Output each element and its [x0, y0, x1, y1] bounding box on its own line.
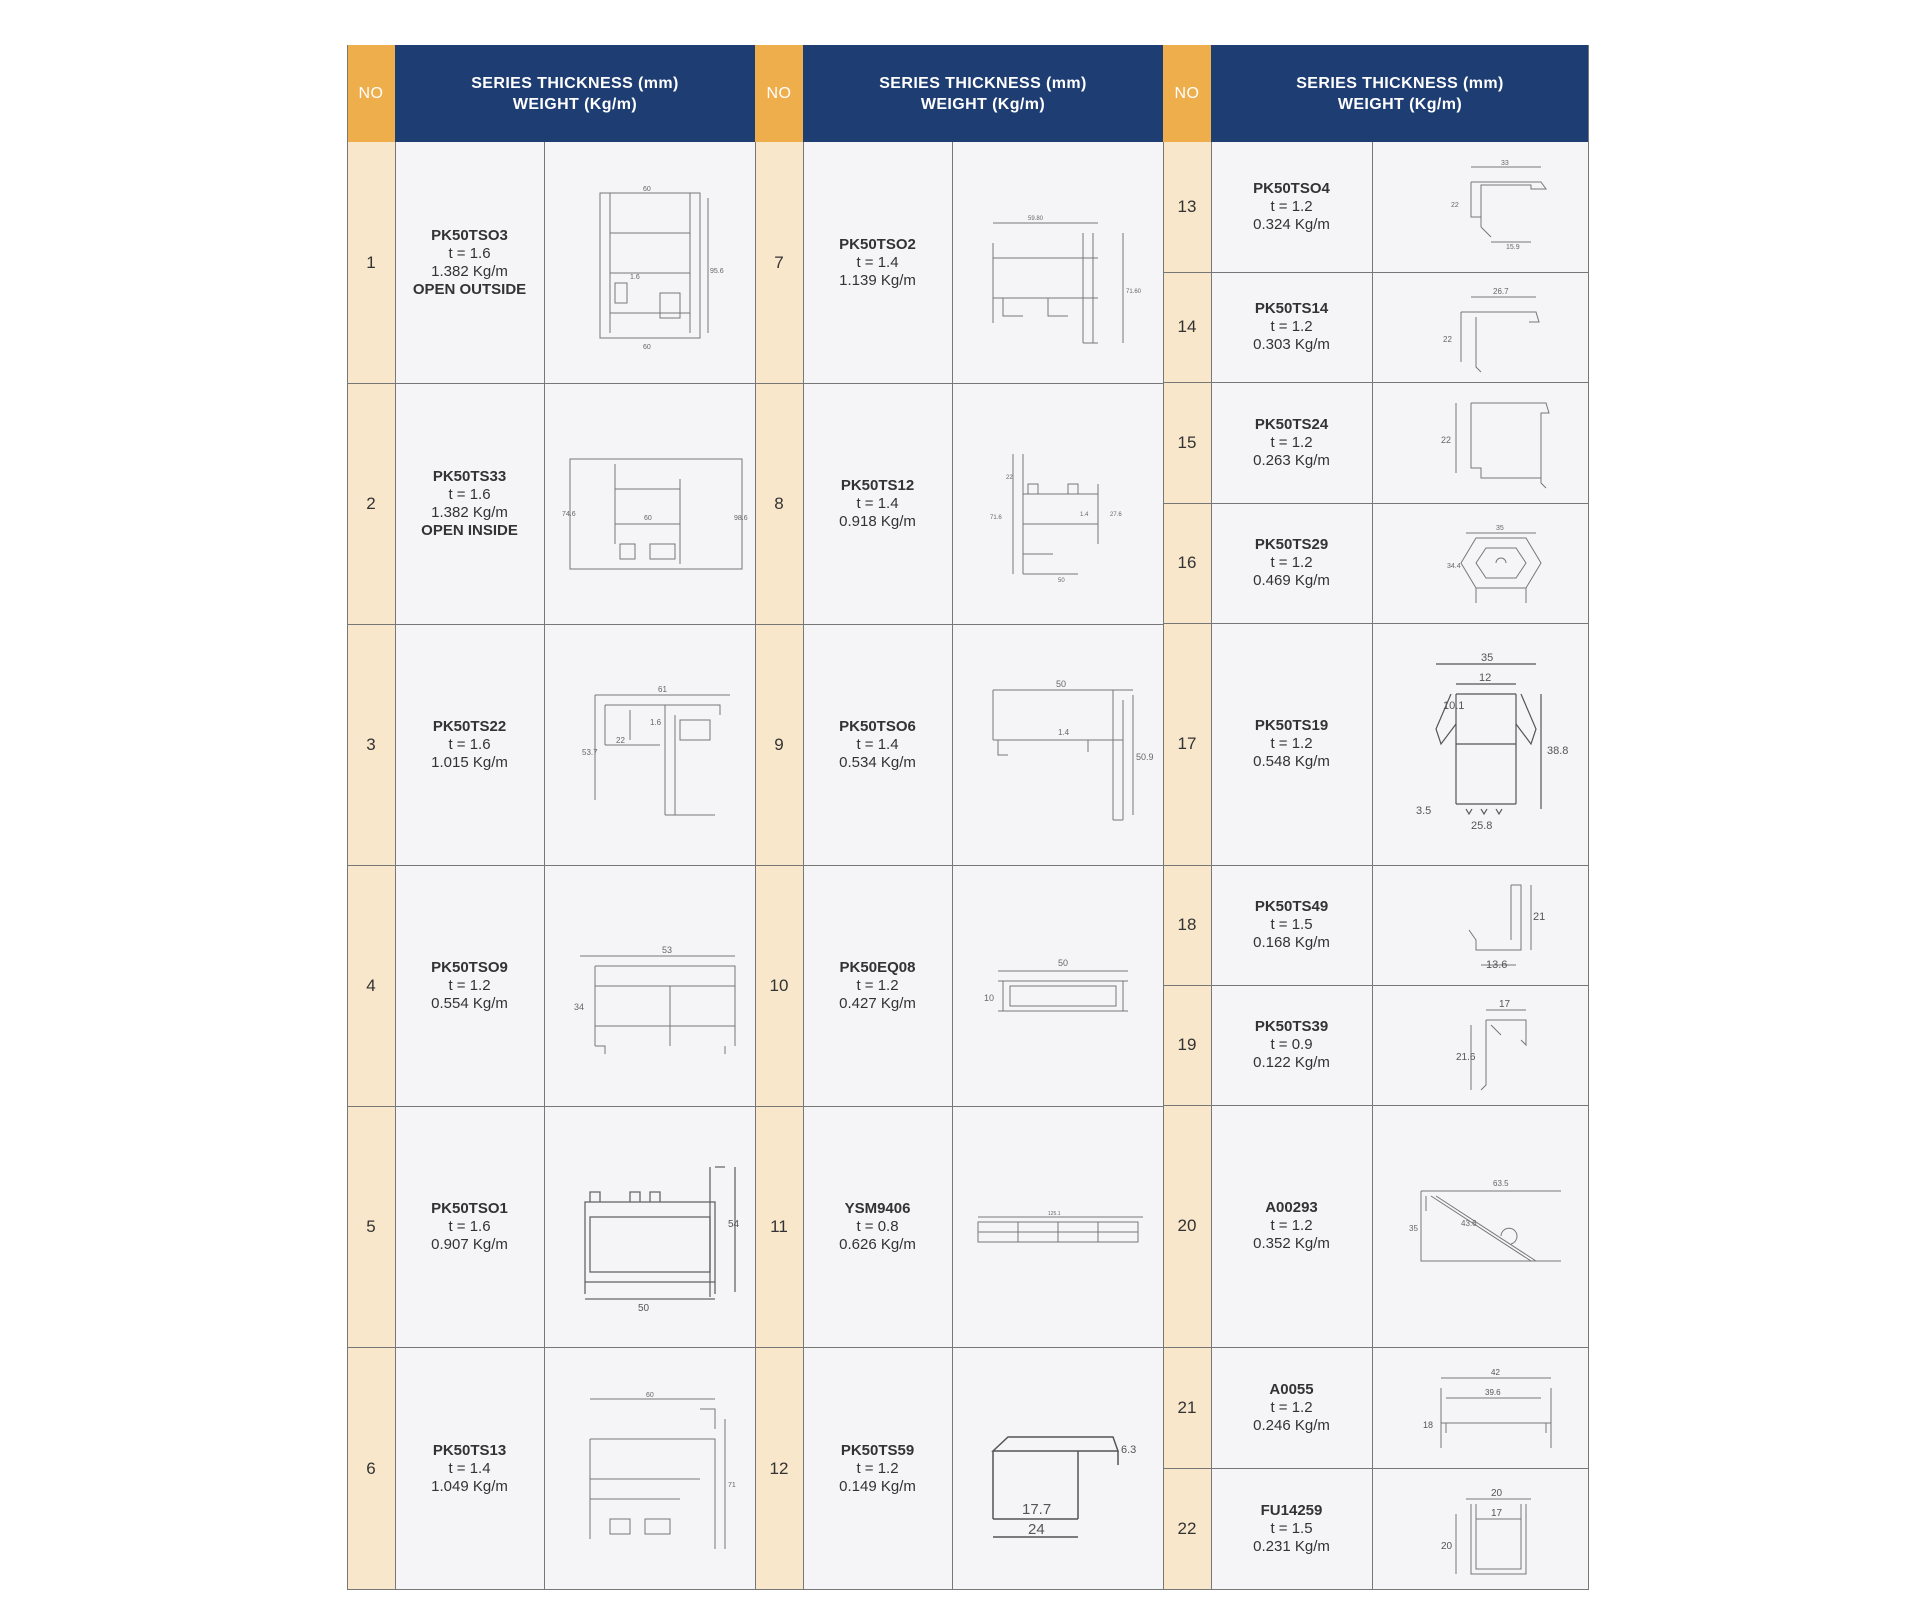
dim-label: 125.1	[1048, 1210, 1061, 1217]
series-code: YSM9406	[844, 1199, 911, 1217]
row-number: 7	[774, 252, 784, 272]
dim-label: 25.8	[1470, 820, 1492, 832]
header-title-line1: SERIES THICKNESS (mm)	[1296, 74, 1504, 92]
row-number: 14	[1177, 317, 1197, 336]
profile-frame-drawing	[545, 383, 755, 624]
row-number: 1	[366, 252, 376, 272]
thickness: t = 1.6	[448, 244, 491, 262]
dim-label: 13.6	[1485, 959, 1507, 971]
row-info	[395, 865, 544, 1106]
dim-label: 20	[1440, 1541, 1452, 1552]
column-body	[347, 142, 755, 1590]
dim-label: 17	[1498, 999, 1510, 1010]
row-info	[1211, 142, 1372, 272]
series-code: FU14259	[1260, 1502, 1323, 1519]
row-info	[1211, 1105, 1372, 1347]
dim-label: 35	[1480, 652, 1493, 664]
dim-label: 20	[1490, 1488, 1502, 1499]
row-number: 3	[366, 734, 376, 754]
dim-label: 59.80	[1028, 215, 1044, 222]
dim-label: 3.5	[1415, 805, 1431, 817]
row-number: 5	[366, 1216, 376, 1236]
table-row	[1163, 985, 1589, 1106]
header-title	[395, 45, 755, 142]
table-row	[755, 383, 1163, 625]
profile-sash-drawing	[545, 624, 755, 865]
header-title-line2: WEIGHT (Kg/m)	[1337, 95, 1463, 113]
dim-label: 71.60	[1126, 288, 1142, 295]
table-row	[755, 865, 1163, 1107]
profile-connector-drawing	[1372, 623, 1589, 865]
row-info	[803, 624, 952, 865]
weight: 0.122 Kg/m	[1253, 1054, 1330, 1071]
row-number: 22	[1177, 1519, 1197, 1538]
series-code: PK50TS49	[1254, 898, 1329, 915]
table-row	[347, 1106, 755, 1348]
row-info	[1211, 623, 1372, 865]
profile-sash-drawing	[953, 624, 1163, 865]
weight: 0.548 Kg/m	[1253, 753, 1330, 770]
row-info	[1211, 503, 1372, 623]
thickness: t = 1.4	[448, 1459, 491, 1477]
row-info	[803, 865, 952, 1106]
table-row	[347, 1347, 755, 1590]
dim-label: 33	[1500, 160, 1509, 167]
profile-channel-drawing	[1372, 1468, 1589, 1590]
weight: 0.324 Kg/m	[1253, 216, 1330, 233]
dim-label: 50	[638, 1302, 650, 1314]
header-title-line1: SERIES THICKNESS (mm)	[879, 74, 1087, 92]
table-row	[755, 1106, 1163, 1348]
weight: 0.168 Kg/m	[1253, 934, 1330, 951]
weight: 0.427 Kg/m	[839, 994, 916, 1012]
series-code: A0055	[1269, 1380, 1314, 1398]
dim-label: 18	[1422, 1419, 1433, 1430]
dim-label: 60	[643, 343, 651, 351]
thickness: t = 1.2	[856, 976, 899, 994]
thickness: t = 1.6	[448, 1217, 491, 1235]
profile-frame-drawing	[545, 1106, 755, 1347]
dim-label: 50	[1056, 678, 1067, 689]
header-title-line2: WEIGHT (Kg/m)	[920, 95, 1046, 113]
column-header	[347, 45, 755, 142]
thickness: t = 1.4	[856, 253, 899, 271]
dim-label: 22	[1440, 434, 1451, 445]
row-number: 6	[366, 1458, 376, 1478]
dim-label: 35	[1408, 1224, 1418, 1233]
table-row	[347, 383, 755, 625]
series-code: PK50TS59	[840, 1441, 915, 1459]
dim-label: 34	[574, 1001, 585, 1012]
dim-label: 21.6	[1455, 1052, 1475, 1063]
thickness: t = 1.6	[448, 735, 491, 753]
dim-label: 54	[728, 1218, 740, 1230]
weight: 0.918 Kg/m	[839, 512, 916, 530]
weight: 0.554 Kg/m	[431, 994, 508, 1012]
weight: 1.382 Kg/m	[431, 503, 508, 521]
row-number: 15	[1177, 432, 1197, 452]
thickness: t = 1.2	[1270, 1398, 1313, 1416]
table-row	[347, 142, 755, 384]
thickness: t = 1.2	[1270, 433, 1313, 451]
series-code: PK50TSO6	[839, 717, 916, 735]
dim-label: 22	[1442, 335, 1452, 344]
row-number: 12	[769, 1458, 789, 1478]
dim-label: 50.9	[1136, 751, 1154, 762]
row-info	[803, 1106, 952, 1347]
series-code: PK50TSO4	[1253, 180, 1330, 197]
dim-label: 21	[1532, 911, 1545, 923]
series-code: PK50TSO2	[839, 235, 916, 253]
table-row	[1163, 142, 1589, 273]
table-row	[1163, 1105, 1589, 1348]
header-no: NO	[755, 45, 803, 142]
table-row	[755, 624, 1163, 866]
profile-bead-drawing	[1372, 865, 1589, 985]
dim-label: 60	[644, 514, 652, 522]
note: OPEN INSIDE	[421, 521, 518, 539]
profile-frame-drawing	[953, 142, 1163, 383]
dim-label: 1.6	[630, 273, 640, 281]
series-code: PK50TS24	[1254, 415, 1329, 433]
series-code: PK50TSO1	[431, 1199, 508, 1217]
dim-label: 1.6	[650, 717, 662, 727]
row-info	[1211, 1468, 1372, 1590]
row-number: 8	[774, 493, 784, 513]
thickness: t = 1.2	[1270, 1217, 1313, 1234]
row-number: 10	[769, 975, 789, 995]
series-code: PK50TS22	[432, 717, 507, 735]
dim-label: 60	[643, 185, 651, 193]
series-code: PK50TS14	[1254, 300, 1329, 317]
weight: 0.626 Kg/m	[839, 1235, 916, 1253]
catalog-column-3	[1163, 45, 1589, 1590]
dim-label: 6.3	[1121, 1443, 1137, 1456]
profile-bead-drawing	[1372, 272, 1589, 382]
series-code: PK50TS13	[432, 1441, 507, 1459]
dim-label: 61	[658, 684, 667, 694]
header-title-line2: WEIGHT (Kg/m)	[512, 95, 638, 113]
table-row	[1163, 865, 1589, 986]
profile-mullion-drawing	[545, 865, 755, 1106]
weight: 1.015 Kg/m	[431, 753, 508, 771]
row-number: 18	[1177, 915, 1197, 934]
dim-label: 22	[616, 735, 625, 745]
dim-label: 50	[1058, 577, 1065, 584]
dim-label: 22	[1450, 202, 1459, 209]
dim-label: 17	[1490, 1508, 1502, 1519]
profile-transom-drawing	[953, 383, 1163, 624]
profile-frame-drawing	[545, 142, 755, 383]
weight: 1.049 Kg/m	[431, 1477, 508, 1495]
column-header	[1163, 45, 1589, 142]
note: OPEN OUTSIDE	[412, 280, 527, 298]
thickness: t = 0.8	[856, 1217, 899, 1235]
weight: 0.352 Kg/m	[1253, 1235, 1330, 1252]
row-info	[803, 1347, 952, 1590]
row-info	[803, 383, 952, 624]
table-row	[347, 624, 755, 866]
weight: 0.263 Kg/m	[1253, 451, 1330, 469]
table-row	[755, 1347, 1163, 1590]
weight: 0.231 Kg/m	[1253, 1538, 1330, 1555]
dim-label: 10.1	[1442, 700, 1464, 712]
row-info	[395, 1106, 544, 1347]
weight: 0.469 Kg/m	[1253, 572, 1330, 589]
thickness: t = 1.2	[1270, 198, 1313, 215]
table-row	[1163, 503, 1589, 624]
thickness: t = 1.2	[1270, 554, 1313, 571]
row-number: 20	[1177, 1216, 1197, 1235]
series-code: PK50TS33	[432, 467, 507, 485]
dim-label: 27.6	[1110, 511, 1122, 518]
row-info	[395, 142, 544, 383]
row-info	[1211, 272, 1372, 382]
header-no: NO	[347, 45, 395, 142]
series-code: PK50EQ08	[839, 958, 916, 976]
dim-label: 1.4	[1058, 727, 1070, 737]
dim-label: 53	[662, 944, 673, 955]
row-number: 21	[1177, 1397, 1197, 1417]
dim-label: 60	[646, 1391, 654, 1399]
profile-bead-drawing	[1372, 985, 1589, 1105]
dim-label: 35	[1495, 525, 1504, 532]
dim-label: 98.6	[734, 514, 748, 522]
dim-label: 17.7	[1022, 1500, 1052, 1518]
row-info	[395, 624, 544, 865]
thickness: t = 1.2	[448, 976, 491, 994]
dim-label: 38.8	[1546, 745, 1568, 757]
dim-label: 24	[1028, 1520, 1045, 1538]
row-number: 17	[1177, 734, 1197, 753]
profile-sill-drawing	[1372, 1105, 1589, 1347]
weight: 0.303 Kg/m	[1253, 336, 1330, 353]
dim-label: 71	[728, 1481, 736, 1489]
table-row	[347, 865, 755, 1107]
dim-label: 1.4	[1080, 511, 1089, 518]
header-title-line1: SERIES THICKNESS (mm)	[471, 74, 679, 92]
catalog-column-2	[755, 45, 1163, 1590]
series-code: PK50TS12	[840, 476, 915, 494]
row-info	[1211, 865, 1372, 985]
row-number: 19	[1177, 1035, 1197, 1054]
series-code: PK50TSO9	[431, 958, 508, 976]
thickness: t = 1.2	[1270, 735, 1313, 752]
row-info	[395, 1347, 544, 1590]
dim-label: 22	[1006, 474, 1013, 481]
thickness: t = 1.2	[1270, 318, 1313, 335]
weight: 0.246 Kg/m	[1253, 1416, 1330, 1434]
row-info	[1211, 985, 1372, 1105]
dim-label: 71.6	[990, 514, 1002, 521]
dim-label: 12	[1478, 672, 1491, 684]
dim-label: 15.9	[1505, 244, 1520, 251]
dim-label: 50	[1058, 957, 1069, 968]
row-info	[803, 142, 952, 383]
series-code: PK50TS39	[1254, 1018, 1329, 1035]
series-code: PK50TS29	[1254, 536, 1329, 553]
row-number: 4	[366, 975, 376, 995]
profile-corner-drawing	[1372, 503, 1589, 623]
dim-label: 53.7	[582, 747, 598, 757]
series-code: PK50TS19	[1254, 717, 1329, 734]
dim-label: 74.6	[562, 510, 576, 518]
dim-label: 43.6	[1460, 1219, 1477, 1228]
header-no: NO	[1163, 45, 1211, 142]
weight: 0.907 Kg/m	[431, 1235, 508, 1253]
row-number: 2	[366, 493, 376, 513]
table-row	[1163, 272, 1589, 383]
table-row	[755, 142, 1163, 384]
weight: 1.139 Kg/m	[839, 271, 916, 289]
column-body	[755, 142, 1163, 1590]
weight: 1.382 Kg/m	[431, 262, 508, 280]
table-row	[1163, 1468, 1589, 1590]
profile-catalog-table	[347, 45, 1589, 1590]
profile-bead-drawing	[953, 1347, 1163, 1590]
row-number: 16	[1177, 553, 1197, 572]
dim-label: 95.6	[710, 267, 724, 275]
column-body	[1163, 142, 1589, 1590]
row-info	[1211, 1347, 1372, 1468]
profile-bead-drawing	[1372, 382, 1589, 503]
thickness: t = 1.5	[1270, 916, 1313, 933]
row-number: 11	[770, 1216, 788, 1236]
dim-label: 39.6	[1484, 1387, 1501, 1397]
row-info	[1211, 382, 1372, 503]
thickness: t = 1.4	[856, 735, 899, 753]
weight: 0.534 Kg/m	[839, 753, 916, 771]
thickness: t = 1.6	[448, 485, 491, 503]
dim-label: 63.5	[1492, 1179, 1509, 1188]
table-row	[1163, 382, 1589, 504]
thickness: t = 1.4	[856, 494, 899, 512]
profile-frame-drawing	[545, 1347, 755, 1590]
profile-bead-drawing	[1372, 142, 1589, 272]
header-title	[1211, 45, 1589, 142]
table-row	[1163, 1347, 1589, 1469]
thickness: t = 1.5	[1270, 1520, 1313, 1537]
dim-label: 34.4	[1446, 563, 1461, 570]
thickness: t = 0.9	[1270, 1036, 1313, 1053]
catalog-column-1	[347, 45, 755, 1590]
dim-label: 26.7	[1492, 287, 1509, 296]
profile-flat-drawing	[953, 1106, 1163, 1347]
dim-label: 42	[1490, 1367, 1500, 1377]
thickness: t = 1.2	[856, 1459, 899, 1477]
row-number: 13	[1177, 197, 1197, 216]
series-code: A00293	[1265, 1199, 1318, 1216]
dim-label: 10	[984, 992, 995, 1003]
profile-channel-drawing	[1372, 1347, 1589, 1468]
series-code: PK50TSO3	[431, 226, 508, 244]
profile-flat-drawing	[953, 865, 1163, 1106]
row-info	[395, 383, 544, 624]
weight: 0.149 Kg/m	[839, 1477, 916, 1495]
row-number: 9	[774, 734, 784, 754]
column-header	[755, 45, 1163, 142]
table-row	[1163, 623, 1589, 866]
header-title	[803, 45, 1163, 142]
